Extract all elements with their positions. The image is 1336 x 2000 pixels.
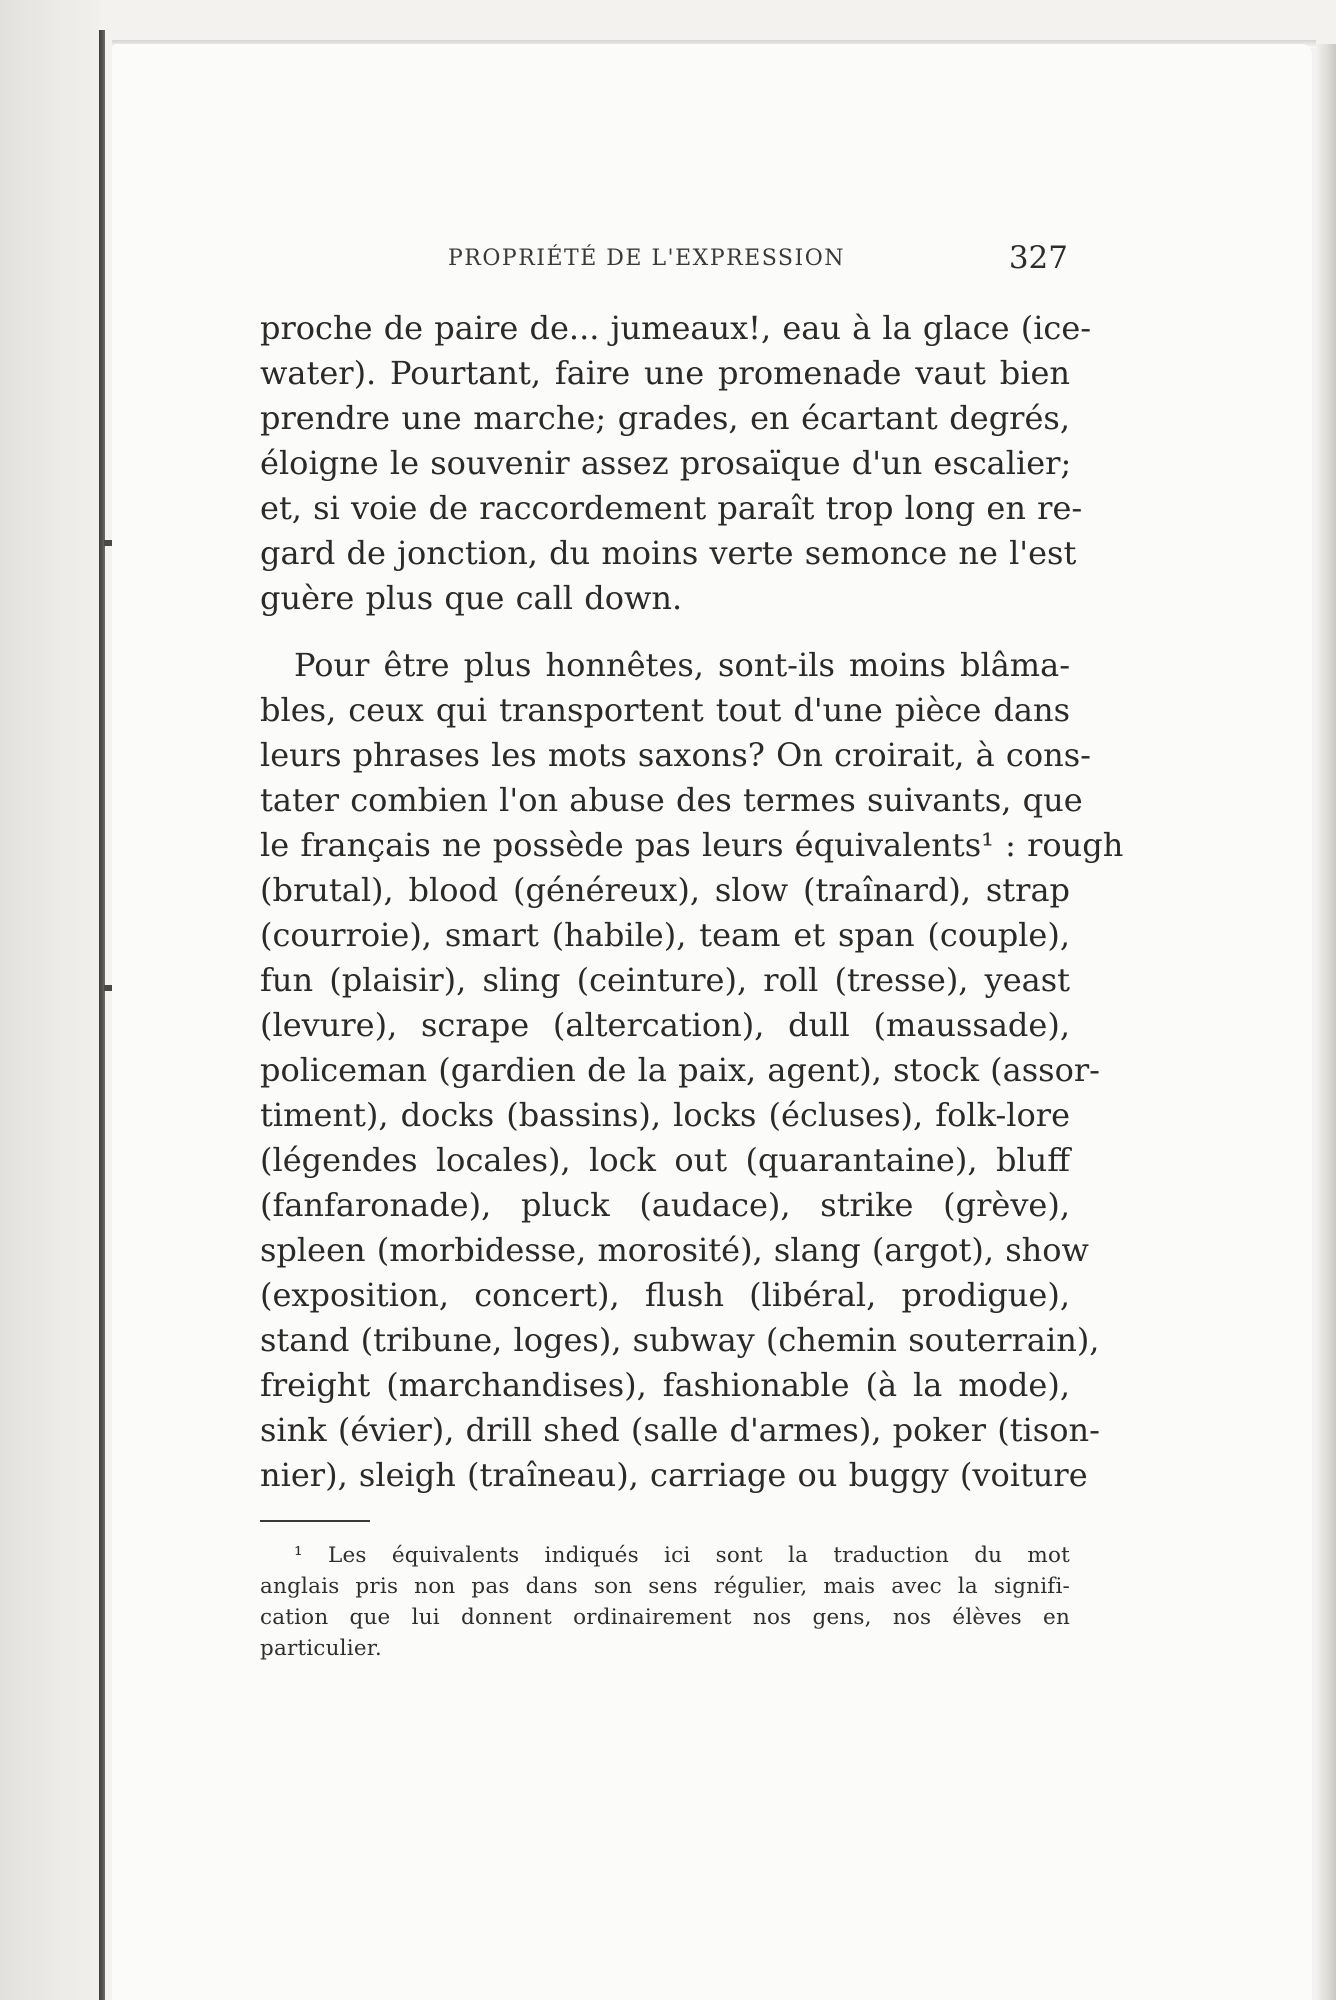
text-line: spleen (morbidesse, morosité), slang (argot), show (260, 1231, 1089, 1269)
footnote-line: anglais pris non pas dans son sens régulier, mais avec la signifi- (260, 1574, 1070, 1599)
text-line: water). Pourtant, faire une promenade vaut bien (260, 354, 1070, 392)
text-line: Pour être plus honnêtes, sont-ils moins blâma- (294, 646, 1070, 684)
text-line: proche de paire de... jumeaux!, eau à la glace (ice- (260, 309, 1092, 347)
text-line: le français ne possède pas leurs équivalents¹ : rough (260, 826, 1124, 864)
text-line: bles, ceux qui transportent tout d'une pièce dans (260, 691, 1070, 729)
text-line: (exposition, concert), flush (libéral, prodigue), (260, 1276, 1070, 1314)
text-line: (fanfaronade), pluck (audace), strike (grève), (260, 1186, 1070, 1224)
running-head-title: PROPRIÉTÉ DE L'EXPRESSION (448, 246, 845, 271)
text-line: timent), docks (bassins), locks (écluses), folk-lore (260, 1096, 1070, 1134)
footnote-line: particulier. (260, 1636, 382, 1661)
text-line: fun (plaisir), sling (ceinture), roll (tresse), yeast (260, 961, 1070, 999)
text-line: et, si voie de raccordement paraît trop long en re- (260, 489, 1083, 527)
text-line: (levure), scrape (altercation), dull (maussade), (260, 1006, 1070, 1044)
text-line: nier), sleigh (traîneau), carriage ou buggy (voiture (260, 1456, 1088, 1494)
text-line: éloigne le souvenir assez prosaïque d'un escalier; (260, 444, 1072, 482)
paragraph-2 (260, 643, 1124, 1498)
text-line: freight (marchandises), fashionable (à la mode), (260, 1366, 1070, 1404)
text-line: tater combien l'on abuse des termes suivants, que (260, 781, 1083, 819)
page-right-edge (1316, 44, 1336, 2000)
footnote (260, 1540, 1070, 1664)
footnote-line: cation que lui donnent ordinairement nos gens, nos élèves en (260, 1605, 1070, 1630)
binding-edge (99, 30, 105, 2000)
text-line: guère plus que call down. (260, 579, 683, 617)
footnote-line: ¹ Les équivalents indiqués ici sont la traduction du mot (294, 1543, 1070, 1568)
page-content (260, 240, 1124, 1664)
text-line: (courroie), smart (habile), team et span (couple), (260, 916, 1070, 954)
paragraph-1 (260, 306, 1092, 621)
text-line: sink (évier), drill shed (salle d'armes), poker (tison- (260, 1411, 1100, 1449)
footnote-rule (260, 1520, 370, 1522)
running-head (260, 240, 1070, 284)
text-line: prendre une marche; grades, en écartant degrés, (260, 399, 1070, 437)
text-line: stand (tribune, loges), subway (chemin souterrain), (260, 1321, 1100, 1359)
text-line: policeman (gardien de la paix, agent), stock (assor- (260, 1051, 1100, 1089)
text-line: gard de jonction, du moins verte semonce ne l'est (260, 534, 1077, 572)
facing-page-edge (0, 0, 100, 2000)
text-line: (légendes locales), lock out (quarantaine), bluff (260, 1141, 1070, 1179)
page-number: 327 (1008, 240, 1068, 276)
text-line: leurs phrases les mots saxons? On croirait, à cons- (260, 736, 1091, 774)
text-line: (brutal), blood (généreux), slow (traînard), strap (260, 871, 1070, 909)
